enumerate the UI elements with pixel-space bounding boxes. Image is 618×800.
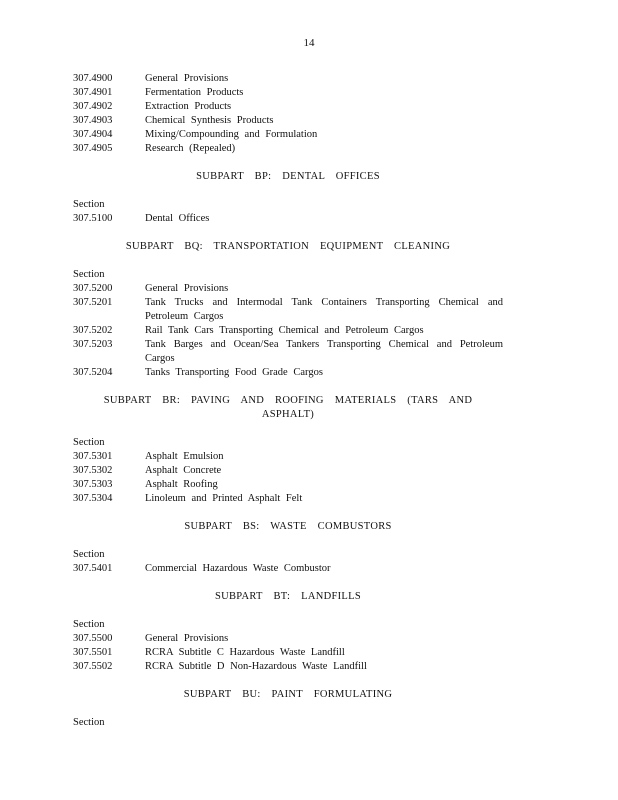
- subpart-heading: SUBPART BS: WASTE COMBUSTORS: [184, 521, 392, 532]
- section-number: 307.5202: [73, 325, 113, 336]
- section-number: 307.5303: [73, 479, 113, 490]
- section-number: 307.4904: [73, 129, 113, 140]
- section-number: 307.5502: [73, 661, 113, 672]
- section-row: [73, 366, 503, 380]
- section-title: RCRA Subtitle D Non-Hazardous Waste Landfill: [145, 661, 367, 672]
- section-title: General Provisions: [145, 73, 229, 84]
- section-title: Tanks Transporting Food Grade Cargos: [145, 367, 323, 378]
- section-row: [73, 212, 503, 226]
- section-number: 307.5500: [73, 633, 113, 644]
- section-row: [73, 464, 503, 478]
- subpart-heading: SUBPART BR: PAVING AND ROOFING MATERIALS (TARS AND ASPHALT): [103, 395, 473, 420]
- table-of-contents: [73, 72, 503, 730]
- section-title: Rail Tank Cars Transporting Chemical and Petroleum Cargos: [145, 325, 424, 336]
- section-row: [73, 100, 503, 114]
- section-title: Mixing/Compounding and Formulation: [145, 129, 318, 140]
- section-row: [73, 562, 503, 576]
- section-row: [73, 296, 503, 324]
- section-number: 307.4900: [73, 73, 113, 84]
- section-row: [73, 324, 503, 338]
- section-title: General Provisions: [145, 283, 229, 294]
- section-title: Tank Barges and Ocean/Sea Tankers Transporting Chemical and Petroleum Cargos: [145, 339, 503, 364]
- section-number: 307.5501: [73, 647, 113, 658]
- section-row: [73, 128, 503, 142]
- section-number: 307.5401: [73, 563, 113, 574]
- section-title: Chemical Synthesis Products: [145, 115, 274, 126]
- page-number: 14: [303, 37, 315, 49]
- section-title: Research (Repealed): [145, 143, 236, 154]
- section-row: [73, 142, 503, 156]
- section-row: [73, 492, 503, 506]
- subpart-block: [73, 380, 503, 506]
- subpart-heading: SUBPART BQ: TRANSPORTATION EQUIPMENT CLEANING: [125, 241, 451, 252]
- section-number: 307.5204: [73, 367, 113, 378]
- section-row: [73, 450, 503, 464]
- section-title: Asphalt Emulsion: [145, 451, 224, 462]
- subpart-block: [73, 226, 503, 380]
- section-number: 307.4905: [73, 143, 113, 154]
- section-number: 307.4901: [73, 87, 113, 98]
- section-row: [73, 338, 503, 366]
- section-number: 307.5301: [73, 451, 113, 462]
- section-row: [73, 86, 503, 100]
- subpart-block: [73, 72, 503, 156]
- section-row: [73, 646, 503, 660]
- subpart-block: [73, 674, 503, 730]
- subpart-heading: SUBPART BT: LANDFILLS: [214, 591, 361, 602]
- section-row: [73, 114, 503, 128]
- section-label: Section: [73, 437, 105, 448]
- section-title: Tank Trucks and Intermodal Tank Containers Transporting Chemical and Petroleum Cargos: [145, 297, 503, 322]
- section-title: Commercial Hazardous Waste Combustor: [145, 563, 331, 574]
- section-title: Linoleum and Printed Asphalt Felt: [145, 493, 303, 504]
- subpart-heading: SUBPART BP: DENTAL OFFICES: [196, 171, 380, 182]
- section-number: 307.4903: [73, 115, 113, 126]
- section-label: Section: [73, 549, 105, 560]
- section-title: RCRA Subtitle C Hazardous Waste Landfill: [145, 647, 345, 658]
- section-row: [73, 72, 503, 86]
- section-label: Section: [73, 619, 105, 630]
- section-number: 307.5304: [73, 493, 113, 504]
- section-number: 307.5100: [73, 213, 113, 224]
- section-number: 307.5200: [73, 283, 113, 294]
- section-row: [73, 478, 503, 492]
- section-title: General Provisions: [145, 633, 229, 644]
- section-number: 307.5201: [73, 297, 113, 308]
- subpart-block: [73, 576, 503, 674]
- subpart-block: [73, 156, 503, 226]
- section-number: 307.5302: [73, 465, 113, 476]
- section-title: Asphalt Concrete: [145, 465, 222, 476]
- subpart-block: [73, 506, 503, 576]
- section-row: [73, 282, 503, 296]
- section-title: Dental Offices: [145, 213, 210, 224]
- section-row: [73, 660, 503, 674]
- section-number: 307.5203: [73, 339, 113, 350]
- section-title: Fermentation Products: [145, 87, 244, 98]
- section-title: Extraction Products: [145, 101, 232, 112]
- section-row: [73, 632, 503, 646]
- section-label: Section: [73, 717, 105, 728]
- section-number: 307.4902: [73, 101, 113, 112]
- section-title: Asphalt Roofing: [145, 479, 218, 490]
- section-label: Section: [73, 199, 105, 210]
- subpart-heading: SUBPART BU: PAINT FORMULATING: [183, 689, 393, 700]
- section-label: Section: [73, 269, 105, 280]
